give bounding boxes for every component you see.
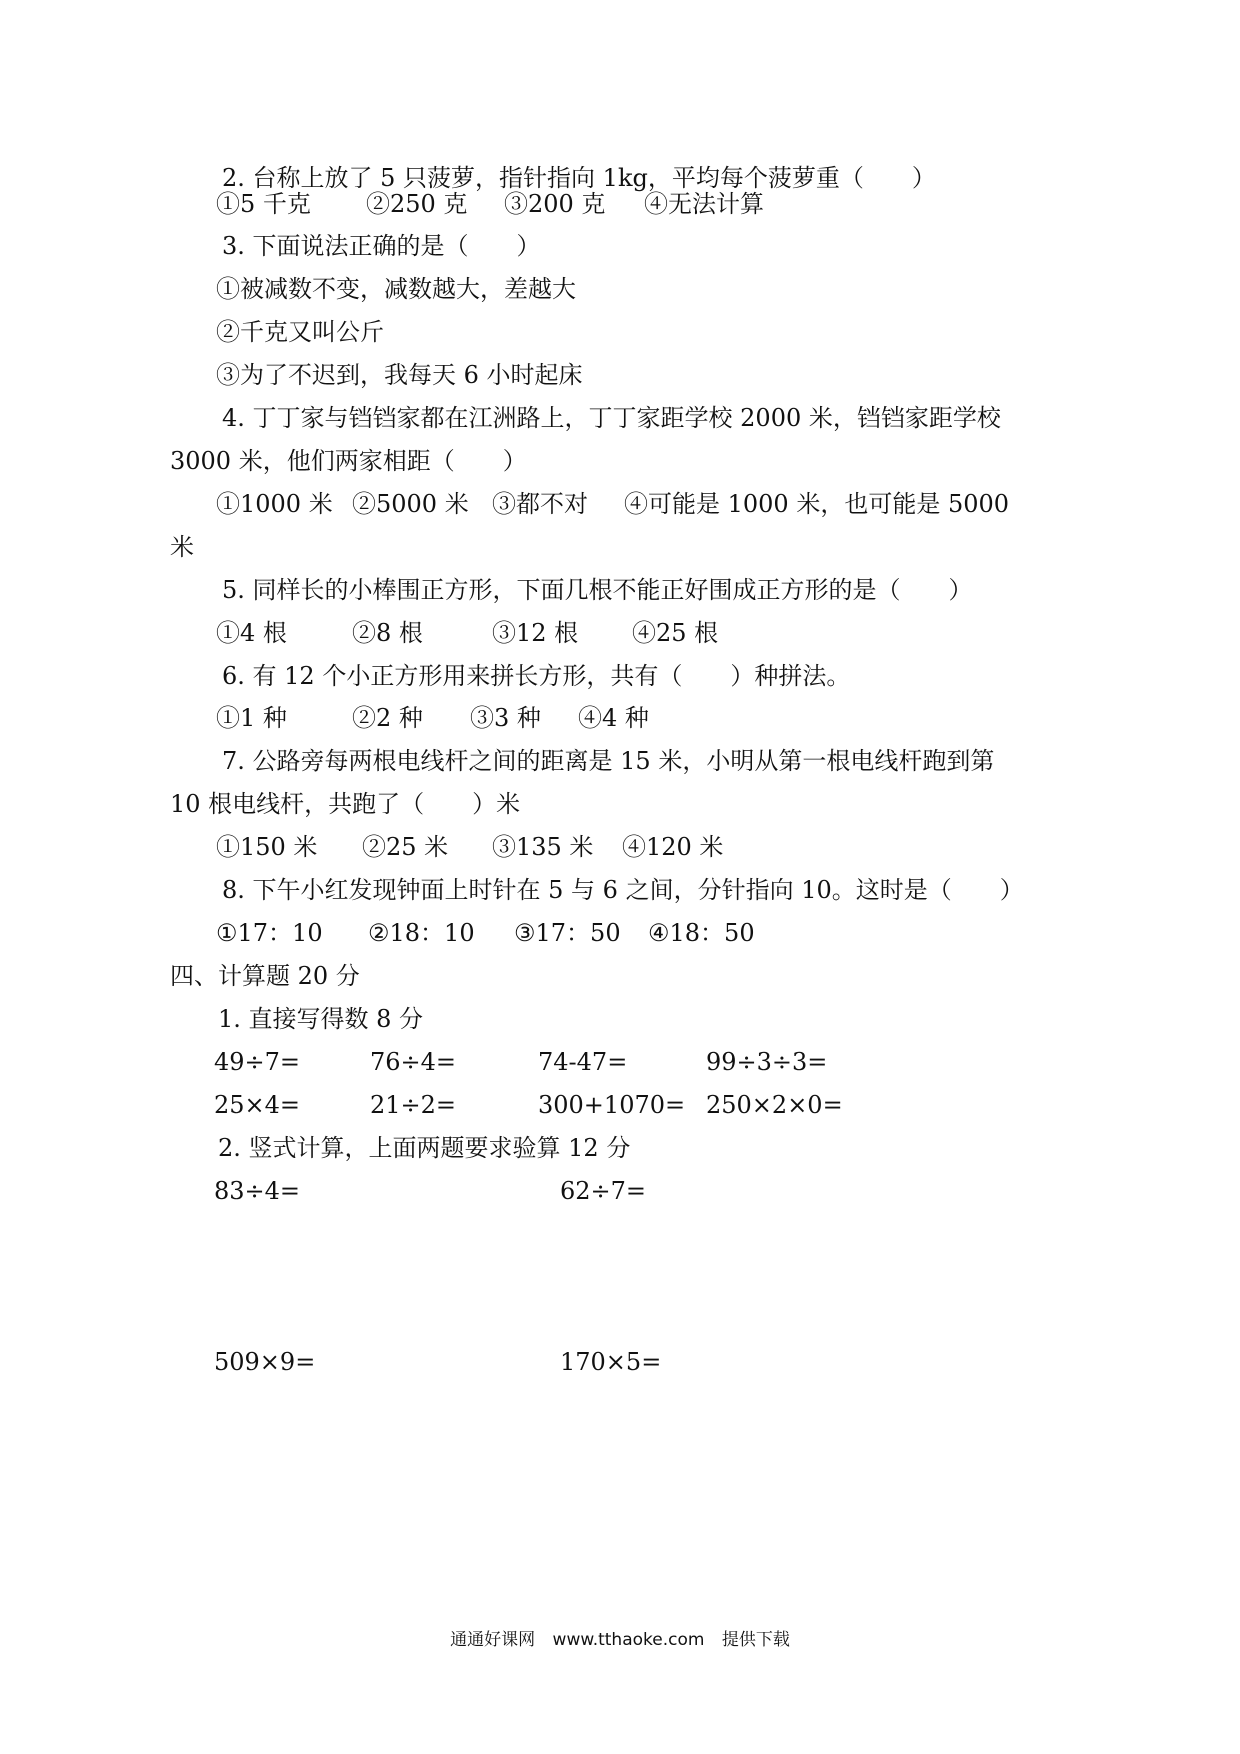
option: ③135 米 — [492, 833, 594, 861]
option: ②18：10 — [368, 919, 475, 947]
question-4-options — [0, 484, 1240, 524]
vertical-calc-row-2 — [0, 1342, 1240, 1382]
math-item: 170×5= — [560, 1348, 662, 1376]
vertical-calc-row-1 — [0, 1171, 1240, 1211]
option: ②千克又叫公斤 — [216, 318, 384, 346]
option: ④25 根 — [632, 619, 719, 647]
section-4-title — [0, 956, 1240, 996]
question-4-stem-cont: 3000 米，他们两家相距（ ） — [170, 447, 527, 475]
math-item: 250×2×0= — [706, 1091, 843, 1119]
section-heading: 四、计算题 20 分 — [170, 962, 360, 990]
footer-note: 提供下载 — [721, 1630, 790, 1650]
question-5-stem: 5. 同样长的小棒围正方形，下面几根不能正好围成正方形的是（ ） — [222, 576, 973, 604]
option: ②2 种 — [352, 704, 423, 732]
math-item: 300+1070= — [538, 1091, 686, 1119]
question-7-line-2 — [0, 784, 1240, 824]
footer-url: www.tthaoke.com — [552, 1630, 705, 1650]
option: ②250 克 — [366, 190, 468, 218]
option: ①1 种 — [216, 704, 287, 732]
question-7-stem: 7. 公路旁每两根电线杆之间的距离是 15 米，小明从第一根电线杆跑到第 — [222, 747, 995, 775]
question-6 — [0, 656, 1240, 696]
option: ④18：50 — [648, 919, 755, 947]
mental-math-row-2 — [0, 1085, 1240, 1125]
question-3 — [0, 226, 1240, 266]
page-footer — [0, 1628, 1240, 1652]
option: ③都不对 — [492, 490, 588, 518]
question-7-options — [0, 827, 1240, 867]
question-5 — [0, 570, 1240, 610]
math-item: 99÷3÷3= — [706, 1048, 828, 1076]
part-heading: 1. 直接写得数 8 分 — [218, 1005, 424, 1033]
question-2-stem: 2. 台称上放了 5 只菠萝，指针指向 1kg，平均每个菠萝重（ ） — [222, 164, 936, 192]
option: ②25 米 — [362, 833, 449, 861]
option: ③200 克 — [504, 190, 606, 218]
section-4-part-1-title — [0, 999, 1240, 1039]
question-3-option-3 — [0, 355, 1240, 395]
option: ④120 米 — [622, 833, 724, 861]
question-2-options — [0, 184, 1240, 224]
question-6-options — [0, 698, 1240, 738]
option-wrap: 米 — [170, 533, 194, 561]
option: ①5 千克 — [216, 190, 311, 218]
question-3-option-2 — [0, 312, 1240, 352]
part-heading: 2. 竖式计算，上面两题要求验算 12 分 — [218, 1134, 631, 1162]
option: ③12 根 — [492, 619, 579, 647]
option: ①4 根 — [216, 619, 287, 647]
question-4-line-2 — [0, 441, 1240, 481]
question-4-stem: 4. 丁丁家与铛铛家都在江洲路上，丁丁家距学校 2000 米，铛铛家距学校 — [222, 404, 1001, 432]
question-8-options — [0, 913, 1240, 953]
option: ②8 根 — [352, 619, 423, 647]
question-8-stem: 8. 下午小红发现钟面上时针在 5 与 6 之间，分针指向 10。这时是（ ） — [222, 876, 1024, 904]
option: ①17：10 — [216, 919, 323, 947]
question-4-line-1 — [0, 398, 1240, 438]
question-6-stem: 6. 有 12 个小正方形用来拼长方形，共有（ ）种拼法。 — [222, 662, 851, 690]
option: ③3 种 — [470, 704, 541, 732]
option: ④可能是 1000 米，也可能是 5000 — [624, 490, 1010, 518]
mental-math-row-1 — [0, 1042, 1240, 1082]
question-3-stem: 3. 下面说法正确的是（ ） — [222, 232, 541, 260]
footer-site-name: 通通好课网 — [450, 1630, 536, 1650]
section-4-part-2-title — [0, 1128, 1240, 1168]
math-item: 21÷2= — [370, 1091, 457, 1119]
option: ②5000 米 — [352, 490, 469, 518]
question-4-options-wrap — [0, 527, 1240, 567]
question-7-line-1 — [0, 741, 1240, 781]
question-5-options — [0, 613, 1240, 653]
option: ③17：50 — [514, 919, 621, 947]
question-8 — [0, 870, 1240, 910]
option: ①1000 米 — [216, 490, 333, 518]
math-item: 25×4= — [214, 1091, 301, 1119]
math-item: 74-47= — [538, 1048, 628, 1076]
math-item: 83÷4= — [214, 1177, 301, 1205]
option: ③为了不迟到，我每天 6 小时起床 — [216, 361, 583, 389]
option: ①150 米 — [216, 833, 318, 861]
math-item: 509×9= — [214, 1348, 316, 1376]
question-7-stem-cont: 10 根电线杆，共跑了（ ）米 — [170, 790, 521, 818]
question-3-option-1 — [0, 269, 1240, 309]
math-item: 49÷7= — [214, 1048, 301, 1076]
option: ④4 种 — [578, 704, 649, 732]
math-item: 76÷4= — [370, 1048, 457, 1076]
option: ④无法计算 — [644, 190, 764, 218]
math-item: 62÷7= — [560, 1177, 647, 1205]
option: ①被减数不变，减数越大，差越大 — [216, 275, 576, 303]
